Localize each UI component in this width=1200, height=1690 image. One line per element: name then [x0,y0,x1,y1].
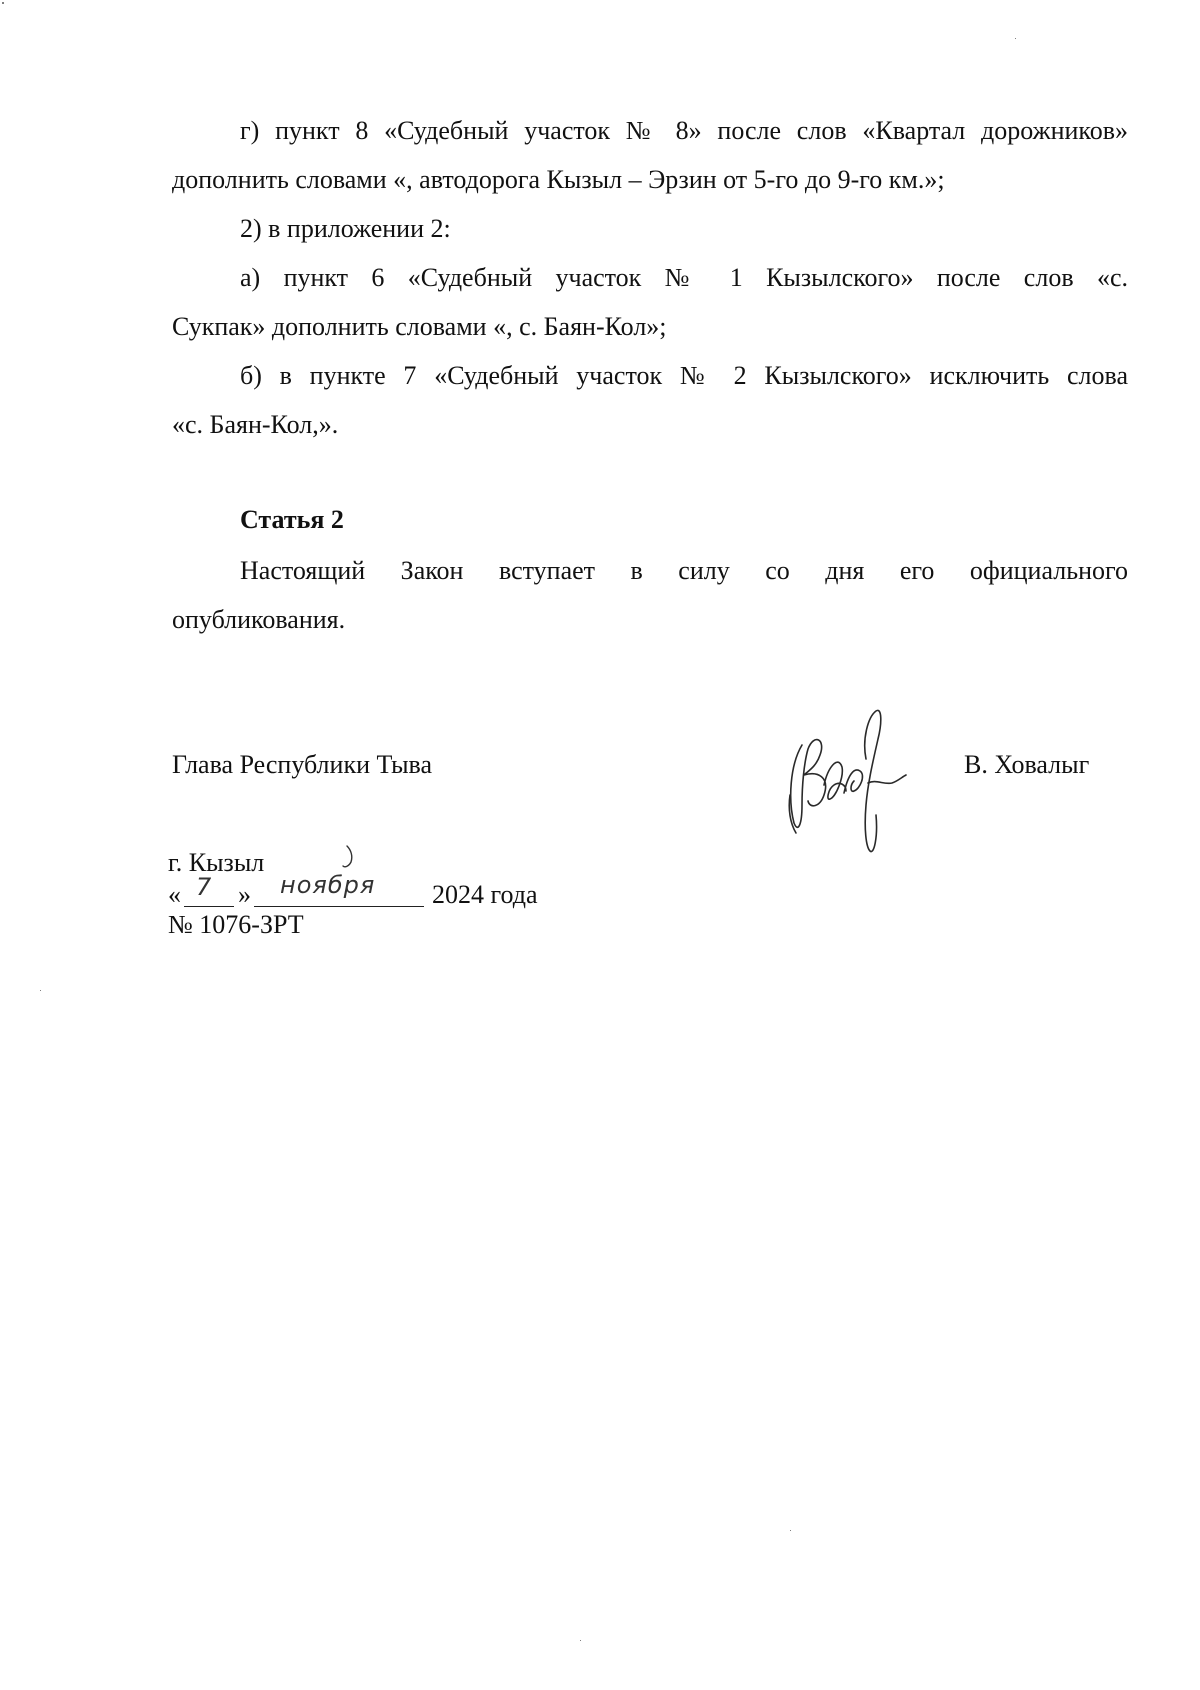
date-month: ноября [280,871,376,899]
date-open-quote: « [168,880,181,909]
article-heading: Статья 2 [240,505,344,534]
day-blank-line [184,906,234,907]
city-line: г. Кызыл [168,848,265,877]
item-g-line1: г) пункт 8 «Судебный участок № 8» после слов «Квартал дорожников» [240,116,1128,145]
scan-speck [40,990,41,991]
signatory-position: Глава Республики Тыва [172,750,433,779]
scan-speck [790,1530,791,1531]
handwritten-signature [780,705,910,855]
date-year: 2024 года [432,880,538,909]
item-g-line2: дополнить словами «, автодорога Кызыл – Эрзин от 5-го до 9-го км.»; [172,165,945,194]
item-a-line2: Сукпак» дополнить словами «, с. Баян-Кол»; [172,312,667,341]
scan-speck [580,1640,581,1641]
date-close-quote: » [238,880,251,909]
article-text-line2: опубликования. [172,605,346,634]
item-b-line1: б) в пункте 7 «Судебный участок № 2 Кызылского» исключить слова [240,361,1128,390]
date-day: 7 [196,873,213,901]
item-a-line1: а) пункт 6 «Судебный участок № 1 Кызылского» после слов «с. [240,263,1128,292]
scan-speck [2,2,4,4]
month-blank-line [254,906,424,907]
item-2: 2) в приложении 2: [240,214,451,243]
signatory-name: В. Ховалыг [964,750,1090,779]
item-b-line2: «с. Баян-Кол,». [172,410,339,439]
law-number: № 1076-ЗРТ [168,910,304,939]
scan-speck [1015,38,1016,39]
article-text-line1: Настоящий Закон вступает в силу со дня его официального [240,556,1128,585]
handwritten-mark [335,842,365,872]
